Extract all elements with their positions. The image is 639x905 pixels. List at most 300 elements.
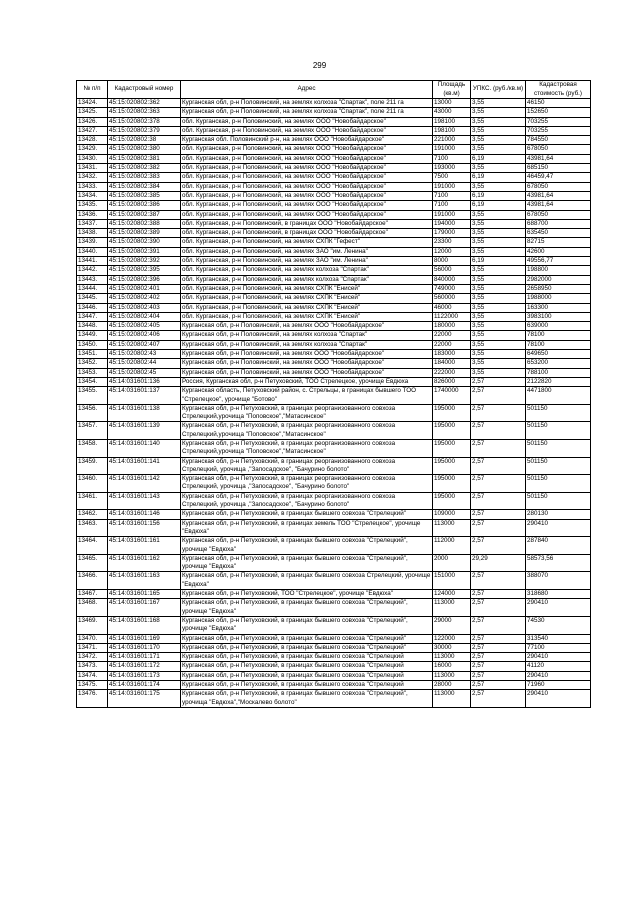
table-row — [77, 537, 591, 555]
area: 2000 — [433, 554, 471, 572]
upks: 3,55 — [471, 312, 526, 321]
cadastral-number: 45:14:031601:172 — [108, 662, 181, 671]
row-number: 13471. — [77, 643, 108, 652]
upks: 3,55 — [471, 322, 526, 331]
row-number: 13462. — [77, 510, 108, 519]
cadastral-number: 45:15:020802:379 — [108, 126, 181, 135]
upks: 3,55 — [471, 210, 526, 219]
area: 749000 — [433, 284, 471, 293]
cadastral-value: 501150 — [526, 475, 591, 493]
cadastral-value: 678050 — [526, 182, 591, 191]
table-row — [77, 510, 591, 519]
upks: 2,57 — [471, 537, 526, 555]
cadastral-number: 45:14:031601:162 — [108, 554, 181, 572]
cadastral-number: 45:15:020802:402 — [108, 294, 181, 303]
row-number: 13428. — [77, 136, 108, 145]
address: обл. Курганская, р-н Половинский, на землях ЗАО "им. Ленина" — [181, 257, 433, 266]
address: Курганская обл, р-н Петуховский, ТОО "Стрелецкое", урочище "Евдюха" — [181, 590, 433, 599]
table-row — [77, 164, 591, 173]
cadastral-number: 45:14:031601:140 — [108, 439, 181, 457]
row-number: 13445. — [77, 294, 108, 303]
area: 195000 — [433, 475, 471, 493]
table-row — [77, 284, 591, 293]
upks: 2,57 — [471, 377, 526, 386]
upks: 2,57 — [471, 662, 526, 671]
cadastral-number: 45:15:020802:405 — [108, 322, 181, 331]
address: Курганская обл, р-н Петуховский, в границах бывшего совхоза "Стрелецкий — [181, 681, 433, 690]
upks: 2,57 — [471, 422, 526, 440]
address: Курганская обл, р-н Петуховский, в границах бывшего совхоза "Стрелецкий" — [181, 643, 433, 652]
area: 29000 — [433, 616, 471, 634]
area: 195000 — [433, 404, 471, 422]
address: Курганская обл, р-н Петуховский, в границах бывшего совхоза "Стрелецкий — [181, 662, 433, 671]
row-number: 13453. — [77, 368, 108, 377]
row-number: 13463. — [77, 519, 108, 537]
upks: 2,57 — [471, 439, 526, 457]
table-row — [77, 99, 591, 108]
cadastral-value: 1988000 — [526, 294, 591, 303]
table-row — [77, 643, 591, 652]
cadastral-number: 45:14:031601:142 — [108, 475, 181, 493]
address: Курганская обл, р-н Петуховский, в границах бывшего совхоза "Стрелецкий", урочище "Евдюха" — [181, 616, 433, 634]
cadastral-number: 45:15:020802:44 — [108, 359, 181, 368]
upks: 3,55 — [471, 164, 526, 173]
row-number: 13432. — [77, 173, 108, 182]
area: 56000 — [433, 266, 471, 275]
upks: 2,57 — [471, 653, 526, 662]
row-number: 13464. — [77, 537, 108, 555]
table-row — [77, 681, 591, 690]
area: 195000 — [433, 457, 471, 475]
table-row — [77, 145, 591, 154]
cadastral-value: 290410 — [526, 599, 591, 617]
cadastral-value: 58573,56 — [526, 554, 591, 572]
upks: 2,57 — [471, 572, 526, 590]
upks: 6,19 — [471, 257, 526, 266]
area: 22000 — [433, 340, 471, 349]
cadastral-number: 45:15:020802:387 — [108, 210, 181, 219]
area: 191000 — [433, 145, 471, 154]
cadastral-value: 635450 — [526, 229, 591, 238]
address: Россия, Курганская обл, р-н Петуховский, ТОО Стрелецкое, урочище Евдюха — [181, 377, 433, 386]
address: обл. Курганская, р-н Половинский, на землях СХПК "Гефест" — [181, 238, 433, 247]
area: 191000 — [433, 182, 471, 191]
cadastral-value: 43981,64 — [526, 191, 591, 200]
table-row — [77, 554, 591, 572]
upks: 6,19 — [471, 191, 526, 200]
table-row — [77, 219, 591, 228]
address: обл. Курганская, р-н Половинский, на землях ООО "Новобайдарское" — [181, 210, 433, 219]
area: 109000 — [433, 510, 471, 519]
area: 194000 — [433, 219, 471, 228]
cadastral-value: 388070 — [526, 572, 591, 590]
upks: 2,57 — [471, 404, 526, 422]
row-number: 13461. — [77, 492, 108, 510]
address: обл. Курганская, р-н Половинский, на землях ООО "Новобайдарское" — [181, 182, 433, 191]
cadastral-value: 703255 — [526, 126, 591, 135]
area: 560000 — [433, 294, 471, 303]
table-row — [77, 126, 591, 135]
cadastral-number: 45:15:020802:403 — [108, 303, 181, 312]
cadastral-value: 501150 — [526, 404, 591, 422]
address: обл. Курганская, р-н Половинский, на землях ООО "Новобайдарское" — [181, 201, 433, 210]
row-number: 13434. — [77, 191, 108, 200]
cadastral-value: 43981,64 — [526, 201, 591, 210]
cadastral-value: 784550 — [526, 136, 591, 145]
row-number: 13476. — [77, 690, 108, 708]
address: Курганская обл, р-н Петуховский, в границах бывшего совхоза "Стрелецкий — [181, 653, 433, 662]
table-row — [77, 201, 591, 210]
table-row — [77, 247, 591, 256]
row-number: 13426. — [77, 117, 108, 126]
upks: 2,57 — [471, 671, 526, 680]
upks: 3,55 — [471, 284, 526, 293]
upks: 2,57 — [471, 616, 526, 634]
table-row — [77, 154, 591, 163]
table-row — [77, 662, 591, 671]
cadastral-number: 45:14:031601:174 — [108, 681, 181, 690]
cadastral-number: 45:15:020802:380 — [108, 145, 181, 154]
area: 22000 — [433, 331, 471, 340]
row-number: 13456. — [77, 404, 108, 422]
table-row — [77, 359, 591, 368]
cadastral-value: 280130 — [526, 510, 591, 519]
address: Курганская обл, р-н Петуховский, в границах бывшего совхоза "Стрелецкий", урочище "Евдюха" — [181, 599, 433, 617]
area: 113000 — [433, 519, 471, 537]
area: 180000 — [433, 322, 471, 331]
area: 1740000 — [433, 387, 471, 405]
header-area: Площадь (кв.м) — [433, 81, 471, 99]
cadastral-value: 163300 — [526, 303, 591, 312]
address: Курганская обл, р-н Петуховский, в границах бывшего совхоза "Стрелецкий", урочище "Евдюха" — [181, 554, 433, 572]
page-number: 299 — [312, 61, 327, 70]
area: 183000 — [433, 350, 471, 359]
upks: 2,57 — [471, 510, 526, 519]
row-number: 13430. — [77, 154, 108, 163]
address: обл. Курганская, р-н Половинский, на землях ООО "Новобайдарское" — [181, 145, 433, 154]
area: 28000 — [433, 681, 471, 690]
cadastral-value: 313540 — [526, 634, 591, 643]
cadastral-number: 45:15:020802:389 — [108, 229, 181, 238]
table-row — [77, 210, 591, 219]
cadastral-number: 45:15:020802:43 — [108, 350, 181, 359]
row-number: 13459. — [77, 457, 108, 475]
cadastral-value: 46150 — [526, 99, 591, 108]
address: Курганская обл, р-н Петуховский, в границах реорганизованного совхоза Стрелецкий,урочища "Поповское","Матасинское" — [181, 422, 433, 440]
table-row — [77, 136, 591, 145]
upks: 3,55 — [471, 219, 526, 228]
address: Курганская обл, р-н Петуховский, в границах бывшего совхоза "Стрелецкий", урочище "Евдюха" — [181, 537, 433, 555]
cadastral-number: 45:15:020802:384 — [108, 182, 181, 191]
address: обл. Курганская, р-н Половинский, на землях СХПК "Енисей" — [181, 284, 433, 293]
table-row — [77, 519, 591, 537]
header-cadastral-number: Кадастровый номер — [108, 81, 181, 99]
upks: 2,57 — [471, 634, 526, 643]
cadastral-value: 78100 — [526, 331, 591, 340]
address: обл. Курганская, р-н Половинский, на землях ООО "Новобайдарское" — [181, 117, 433, 126]
row-number: 13472. — [77, 653, 108, 662]
table-row — [77, 350, 591, 359]
table-row — [77, 572, 591, 590]
cadastral-number: 45:14:031601:171 — [108, 653, 181, 662]
cadastral-value: 152650 — [526, 108, 591, 117]
table-row — [77, 616, 591, 634]
table-body — [77, 99, 591, 708]
cadastral-value: 788100 — [526, 368, 591, 377]
area: 179000 — [433, 229, 471, 238]
table-row — [77, 182, 591, 191]
upks: 3,55 — [471, 350, 526, 359]
row-number: 13468. — [77, 599, 108, 617]
header-number: № п/п — [77, 81, 108, 99]
row-number: 13448. — [77, 322, 108, 331]
upks: 2,57 — [471, 475, 526, 493]
address: Курганская обл, р-н Петуховский, в границах реорганизованного совхоза Стрелецкий, урочища ,"Запосадское", "Бачурино болото" — [181, 457, 433, 475]
table-row — [77, 475, 591, 493]
cadastral-number: 45:15:020802:382 — [108, 164, 181, 173]
area: 222000 — [433, 368, 471, 377]
area: 124000 — [433, 590, 471, 599]
cadastral-value: 74530 — [526, 616, 591, 634]
upks: 2,57 — [471, 681, 526, 690]
cadastral-number: 45:15:020802:38 — [108, 136, 181, 145]
upks: 3,55 — [471, 117, 526, 126]
address: Курганская обл, р-н Половинский, на землях ООО "Новобайдарское" — [181, 350, 433, 359]
area: 113000 — [433, 690, 471, 708]
row-number: 13435. — [77, 201, 108, 210]
table-header-row — [77, 81, 591, 99]
cadastral-value: 290410 — [526, 519, 591, 537]
cadastral-value: 41120 — [526, 662, 591, 671]
address: Курганская обл, р-н Половинский, на землях колхоза "Спартак", поле 211 га — [181, 108, 433, 117]
table-row — [77, 404, 591, 422]
address: Курганская обл, р-н Петуховский, в границах реорганизованного совхоза Стрелецкий,урочища "Поповское","Матасинское" — [181, 404, 433, 422]
area: 151000 — [433, 572, 471, 590]
cadastral-value: 2658950 — [526, 284, 591, 293]
cadastral-number: 45:15:020802:401 — [108, 284, 181, 293]
area: 7100 — [433, 191, 471, 200]
cadastral-value: 318680 — [526, 590, 591, 599]
address: обл. Курганская, р-н Половинский, в границах ООО "Новобайдарское" — [181, 229, 433, 238]
cadastral-number: 45:14:031601:141 — [108, 457, 181, 475]
cadastral-value: 685150 — [526, 164, 591, 173]
area: 12000 — [433, 247, 471, 256]
row-number: 13437. — [77, 219, 108, 228]
cadastral-value: 2982000 — [526, 275, 591, 284]
upks: 3,55 — [471, 266, 526, 275]
table-row — [77, 634, 591, 643]
table-row — [77, 173, 591, 182]
table-row — [77, 377, 591, 386]
upks: 3,55 — [471, 359, 526, 368]
cadastral-number: 45:14:031601:169 — [108, 634, 181, 643]
address: Курганская обл, р-н Петуховский, в границах бывшего совхоза "Стрелецкий" — [181, 634, 433, 643]
cadastral-value: 290410 — [526, 653, 591, 662]
area: 7500 — [433, 173, 471, 182]
row-number: 13457. — [77, 422, 108, 440]
header-address: Адрес — [181, 81, 433, 99]
cadastral-number: 45:15:020802:388 — [108, 219, 181, 228]
cadastral-value: 290410 — [526, 671, 591, 680]
cadastral-number: 45:15:020802:391 — [108, 247, 181, 256]
address: Курганская обл, р-н Половинский, на землях ООО "Новобайдарское" — [181, 359, 433, 368]
upks: 3,55 — [471, 229, 526, 238]
table-row — [77, 294, 591, 303]
cadastral-number: 45:14:031601:143 — [108, 492, 181, 510]
table-row — [77, 590, 591, 599]
row-number: 13469. — [77, 616, 108, 634]
upks: 3,55 — [471, 108, 526, 117]
cadastral-value: 649650 — [526, 350, 591, 359]
address: обл. Курганская, р-н Половинский, на землях ООО "Новобайдарское" — [181, 154, 433, 163]
cadastral-number: 45:14:031601:170 — [108, 643, 181, 652]
cadastral-value: 290410 — [526, 690, 591, 708]
area: 195000 — [433, 492, 471, 510]
row-number: 13442. — [77, 266, 108, 275]
table-row — [77, 117, 591, 126]
cadastral-number: 45:15:020802:363 — [108, 108, 181, 117]
area: 46000 — [433, 303, 471, 312]
area: 7100 — [433, 154, 471, 163]
row-number: 13473. — [77, 662, 108, 671]
row-number: 13460. — [77, 475, 108, 493]
cadastral-value: 501150 — [526, 492, 591, 510]
area: 112000 — [433, 537, 471, 555]
cadastral-value: 653200 — [526, 359, 591, 368]
table-row — [77, 653, 591, 662]
cadastral-value: 703255 — [526, 117, 591, 126]
cadastral-number: 45:15:020802:406 — [108, 331, 181, 340]
upks: 2,57 — [471, 599, 526, 617]
area: 840000 — [433, 275, 471, 284]
table-row — [77, 312, 591, 321]
row-number: 13466. — [77, 572, 108, 590]
cadastral-value: 501150 — [526, 422, 591, 440]
upks: 3,55 — [471, 303, 526, 312]
row-number: 13475. — [77, 681, 108, 690]
cadastral-number: 45:15:020802:378 — [108, 117, 181, 126]
header-upks: УПКС. (руб./кв.м) — [471, 81, 526, 99]
cadastral-value: 43981,64 — [526, 154, 591, 163]
address: Курганская обл, р-н Половинский, на землях колхоза "Спартак", поле 211 га — [181, 99, 433, 108]
table-row — [77, 229, 591, 238]
table-row — [77, 368, 591, 377]
address: Курганская обл, р-н Петуховский, в границах бывшего совхоза "Стрелецкий" — [181, 510, 433, 519]
row-number: 13465. — [77, 554, 108, 572]
header-cadastral-value: Кадастровая стоимость (руб.) — [526, 81, 591, 99]
table-row — [77, 492, 591, 510]
cadastral-number: 45:14:031601:168 — [108, 616, 181, 634]
row-number: 13447. — [77, 312, 108, 321]
area: 1122000 — [433, 312, 471, 321]
row-number: 13446. — [77, 303, 108, 312]
address: обл. Курганская, р-н Половинский, на землях ЗАО "им. Ленина" — [181, 247, 433, 256]
cadastral-value: 42600 — [526, 247, 591, 256]
address: обл. Курганская, р-н Половинский, на землях колхоза "Спартак" — [181, 266, 433, 275]
address: обл. Курганская, р-н Половинский, на землях ООО "Новобайдарское" — [181, 173, 433, 182]
cadastral-value: 71960 — [526, 681, 591, 690]
address: обл. Курганская, р-н Половинский, на землях СХПК "Енисей" — [181, 303, 433, 312]
upks: 6,19 — [471, 154, 526, 163]
upks: 2,57 — [471, 519, 526, 537]
cadastral-number: 45:14:031601:165 — [108, 590, 181, 599]
table-row — [77, 690, 591, 708]
cadastral-number: 45:14:031601:138 — [108, 404, 181, 422]
row-number: 13440. — [77, 247, 108, 256]
table-row — [77, 108, 591, 117]
area: 30000 — [433, 643, 471, 652]
cadastral-number: 45:14:031601:136 — [108, 377, 181, 386]
upks: 2,57 — [471, 643, 526, 652]
address: Курганская обл, р-н Половинский, на землях колхоза "Спартак" — [181, 340, 433, 349]
cadastral-value: 49556,77 — [526, 257, 591, 266]
row-number: 13433. — [77, 182, 108, 191]
cadastral-number: 45:14:031601:161 — [108, 537, 181, 555]
cadastral-number: 45:15:020802:362 — [108, 99, 181, 108]
cadastral-number: 45:15:020802:385 — [108, 191, 181, 200]
upks: 3,55 — [471, 145, 526, 154]
upks: 3,55 — [471, 247, 526, 256]
cadastral-number: 45:14:031601:167 — [108, 599, 181, 617]
cadastral-number: 45:14:031601:163 — [108, 572, 181, 590]
address: Курганская обл, р-н Половинский, на землях ООО "Новобайдарское" — [181, 368, 433, 377]
address: Курганская обл, р-н Петуховский, в границах бывшего совхоза "Стрелецкий — [181, 671, 433, 680]
row-number: 13474. — [77, 671, 108, 680]
cadastral-number: 45:15:020802:386 — [108, 201, 181, 210]
row-number: 13436. — [77, 210, 108, 219]
table-row — [77, 422, 591, 440]
upks: 6,19 — [471, 201, 526, 210]
area: 191000 — [433, 210, 471, 219]
upks: 3,55 — [471, 275, 526, 284]
row-number: 13455. — [77, 387, 108, 405]
upks: 3,55 — [471, 182, 526, 191]
area: 221000 — [433, 136, 471, 145]
address: обл. Курганская, р-н Половинский, в границах ООО "Новобайдарское" — [181, 219, 433, 228]
cadastral-value: 46459,47 — [526, 173, 591, 182]
cadastral-number: 45:14:031601:137 — [108, 387, 181, 405]
upks: 3,55 — [471, 368, 526, 377]
upks: 6,19 — [471, 173, 526, 182]
row-number: 13458. — [77, 439, 108, 457]
address: Курганская обл. Половинский р-н, на землях ООО "Новобайдарское" — [181, 136, 433, 145]
upks: 3,55 — [471, 126, 526, 135]
upks: 2,57 — [471, 457, 526, 475]
cadastral-value: 639000 — [526, 322, 591, 331]
cadastral-number: 45:14:031601:139 — [108, 422, 181, 440]
upks: 2,57 — [471, 387, 526, 405]
cadastral-number: 45:15:020802:392 — [108, 257, 181, 266]
address: Курганская обл, р-н Петуховский, в границах реорганизованного совхоза Стрелецкий, урочища ,"Запосадское", "Бачурино болото" — [181, 475, 433, 493]
area: 23300 — [433, 238, 471, 247]
cadastral-value: 77100 — [526, 643, 591, 652]
address: обл. Курганская, р-н Половинский, на землях ООО "Новобайдарское" — [181, 191, 433, 200]
cadastral-value: 4471800 — [526, 387, 591, 405]
upks: 3,55 — [471, 340, 526, 349]
table-row — [77, 275, 591, 284]
row-number: 13451. — [77, 350, 108, 359]
table-row — [77, 266, 591, 275]
row-number: 13470. — [77, 634, 108, 643]
area: 13000 — [433, 99, 471, 108]
row-number: 13449. — [77, 331, 108, 340]
row-number: 13425. — [77, 108, 108, 117]
upks: 2,57 — [471, 690, 526, 708]
area: 122000 — [433, 634, 471, 643]
address: Курганская обл, р-н Петуховский, в границах земель ТОО "Стрелецкое", урочище "Евдюха" — [181, 519, 433, 537]
row-number: 13439. — [77, 238, 108, 247]
address: Курганская обл, р-н Петуховский, в границах реорганизованного совхоза Стрелецкий,урочища "Поповское","Матасинское" — [181, 439, 433, 457]
